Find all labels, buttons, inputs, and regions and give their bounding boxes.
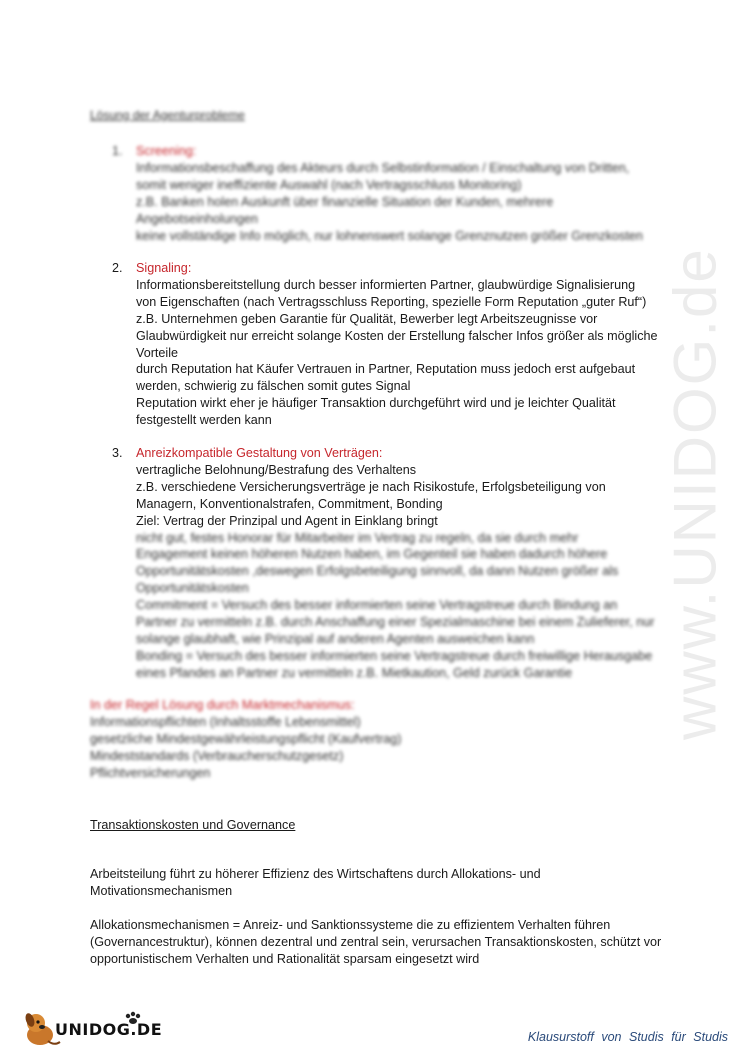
market-line: Mindeststandards (Verbraucherschutzgesetz): [90, 748, 344, 763]
item-line: Angebotseinholungen: [136, 211, 258, 226]
item-line: z.B. Banken holen Auskunft über finanzielle Situation der Kunden, mehrere: [136, 194, 554, 209]
item-line-blurred: Bonding = Versuch des besser informierten seine Vertragstreue durch freiwillige Herausgabe: [136, 648, 653, 663]
item-line-blurred: Opportunitätskosten: [136, 581, 249, 596]
item-number: 3.: [112, 446, 123, 460]
item-line-blurred: eines Pfandes an Partner zu vermitteln z.B. Mietkaution, Geld zurück Garantie: [136, 665, 573, 680]
item-line-blurred: Commitment = Versuch des besser informierten seine Vertragstreue durch Bindung an: [136, 598, 618, 613]
item-line-blurred: solange glaubhaft, wie Prinzipal auf anderen Agenten ausweichen kann: [136, 631, 535, 646]
section-title-transaction-costs: Transaktionskosten und Governance: [90, 818, 296, 832]
item-line: durch Reputation hat Käufer Vertrauen in Partner, Reputation muss jedoch erst aufgebaut: [136, 362, 636, 377]
list-item-screening: [90, 143, 650, 244]
item-line: z.B. Unternehmen geben Garantie für Qualität, Bewerber legt Arbeitszeugnisse vor: [136, 311, 598, 326]
unidog-logo-text[interactable]: UNIDOG.DE: [55, 1020, 163, 1039]
item-line: vertragliche Belohnung/Bestrafung des Verhaltens: [136, 462, 417, 477]
item-line-blurred: Engagement keinen höheren Nutzen haben, im Gegenteil sie haben dadurch höhere: [136, 547, 608, 562]
item-line: Vorteile: [136, 345, 179, 360]
list-item-signaling: [90, 260, 658, 429]
item-line: festgestellt werden kann: [136, 413, 272, 428]
item-number: 1.: [112, 144, 123, 158]
market-heading: In der Regel Lösung durch Marktmechanismus:: [90, 698, 355, 712]
item-line: z.B. verschiedene Versicherungsverträge je nach Risikostufe, Erfolgsbeteiligung von: [136, 479, 606, 494]
item-heading: Screening:: [136, 144, 197, 158]
item-line: Informationsbeschaffung des Akteurs durch Selbstinformation / Einschaltung von Dritten,: [136, 160, 630, 175]
item-heading: Signaling:: [136, 261, 192, 275]
item-line-blurred: Partner zu vermitteln z.B. durch Anschaffung einer Spezialmaschine bei einem Zulieferer, nur: [136, 615, 655, 630]
market-line: Pflichtversicherungen: [90, 765, 211, 780]
list-item-incentive-contracts: [90, 445, 655, 682]
item-line: Glaubwürdigkeit nur erreicht solange Kosten der Erstellung falscher Infos größer als mögliche: [136, 328, 658, 343]
item-line: somit weniger ineffiziente Auswahl (nach Vertragsschluss Monitoring): [136, 177, 522, 192]
paragraph-allocation-mechanisms: Allokationsmechanismen = Anreiz- und Sanktionssysteme die zu effizientem Verhalten führen (Governancestruktur), können dezentral und zentral sein, verursachen Transaktionskosten, schützt vor opportunistischem Verhalten und Rationalität sparsam eingesetzt wird: [90, 918, 662, 966]
item-line: Ziel: Vertrag der Prinzipal und Agent in Einklang bringt: [136, 513, 438, 528]
item-number: 2.: [112, 261, 123, 275]
item-line-blurred: nicht gut, festes Honorar für Mitarbeiter im Vertrag zu regeln, da sie durch mehr: [136, 530, 579, 545]
market-line: gesetzliche Mindestgewährleistungspflicht (Kaufvertrag): [90, 731, 402, 746]
market-line: Informationspflichten (Inhaltsstoffe Lebensmittel): [90, 714, 361, 729]
item-line: Informationsbereitstellung durch besser informierten Partner, glaubwürdige Signalisierung: [136, 277, 636, 292]
item-line: keine vollständige Info möglich, nur lohnenswert solange Grenznutzen größer Grenzkosten: [136, 228, 643, 243]
item-line: von Eigenschaften (nach Vertragsschluss Reporting, spezielle Form Reputation „guter Ruf“): [136, 294, 647, 309]
item-heading: Anreizkompatible Gestaltung von Verträgen:: [136, 446, 383, 460]
footer-tagline: Klausurstoff von Studis für Studis: [527, 1030, 728, 1044]
paragraph-division-of-labour: Arbeitsteilung führt zu höherer Effizienz des Wirtschaftens durch Allokations- und Motivationsmechanismen: [90, 867, 541, 898]
section-title-agency: Lösung der Agenturprobleme: [90, 108, 245, 122]
item-line: Managern, Konventionalstrafen, Commitment, Bonding: [136, 496, 443, 511]
watermark: www.UNIDOG.de: [661, 247, 729, 740]
item-line: werden, schwierig zu fälschen somit gutes Signal: [136, 379, 411, 394]
item-line-blurred: Opportunitätskosten ,deswegen Erfolgsbeteiligung sinnvoll, da dann Nutzen größer als: [136, 564, 619, 579]
item-line: Reputation wirkt eher je häufiger Transaktion durchgeführt wird und je leichter Qualität: [136, 396, 616, 411]
market-mechanism-block: [90, 697, 665, 782]
